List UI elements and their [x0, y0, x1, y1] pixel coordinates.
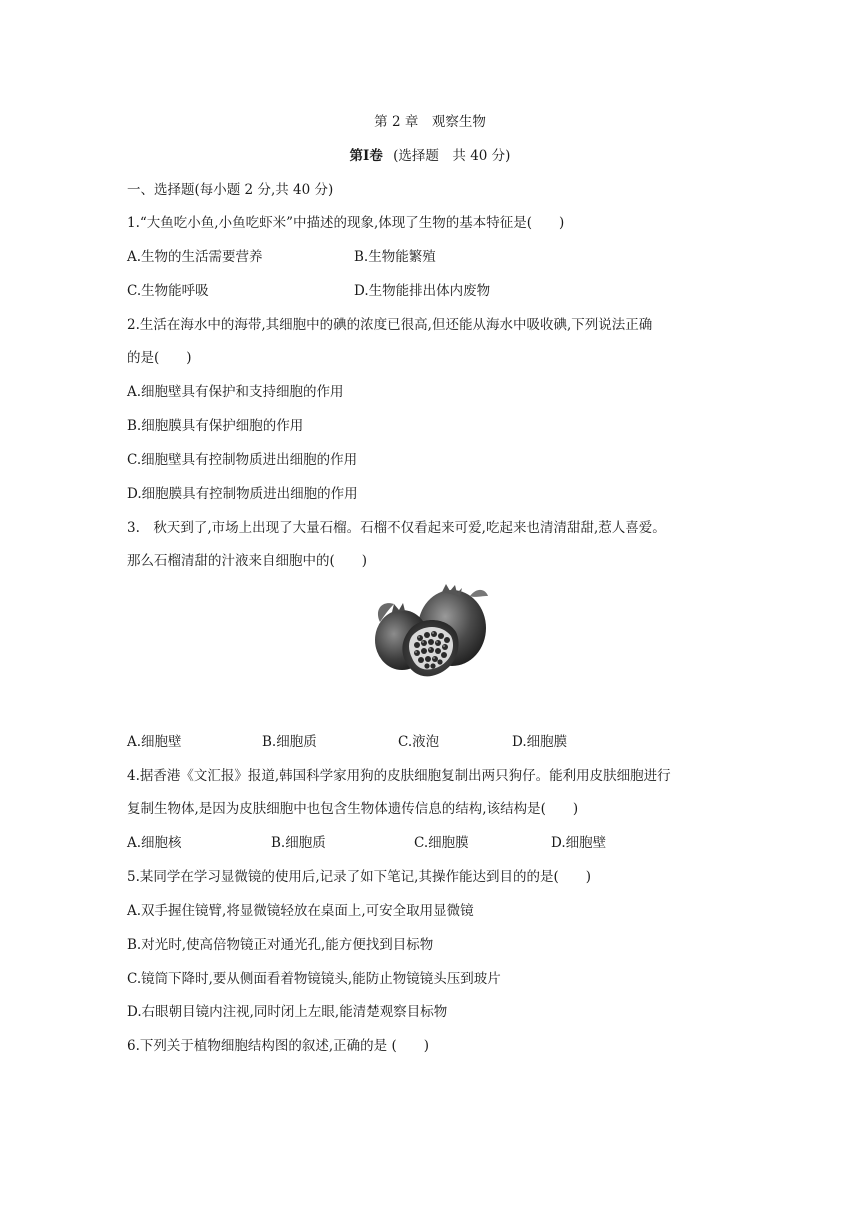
question-5-option-b: B.对光时,使高倍物镜正对通光孔,能方便找到目标物	[127, 937, 434, 953]
question-2-stem-line-2: 的是( )	[127, 350, 192, 366]
question-5-option-c: C.镜筒下降时,要从侧面看着物镜镜头,能防止物镜镜头压到玻片	[127, 971, 501, 987]
question-1-option-a: A.生物的生活需要营养	[127, 249, 263, 265]
question-2-option-d: D.细胞膜具有控制物质进出细胞的作用	[127, 486, 358, 502]
question-3-stem-line-1: 3. 秋天到了,市场上出现了大量石榴。石榴不仅看起来可爱,吃起来也清清甜甜,惹人喜爱。	[127, 520, 666, 536]
question-1-stem: 1.“大鱼吃小鱼,小鱼吃虾米”中描述的现象,体现了生物的基本特征是( )	[127, 215, 565, 231]
question-3-option-c: C.液泡	[398, 734, 440, 750]
pomegranate-image	[372, 582, 490, 688]
question-1-option-d: D.生物能排出体内废物	[354, 283, 491, 299]
section-title	[0, 146, 860, 166]
question-3-stem-line-2: 那么石榴清甜的汁液来自细胞中的( )	[127, 553, 368, 569]
question-5-stem: 5.某同学在学习显微镜的使用后,记录了如下笔记,其操作能达到目的的是( )	[127, 869, 591, 885]
question-1-option-b: B.生物能繁殖	[354, 249, 436, 265]
question-3-option-b: B.细胞质	[262, 734, 317, 750]
question-2-option-a: A.细胞壁具有保护和支持细胞的作用	[127, 384, 344, 400]
part-heading: 一、选择题(每小题 2 分,共 40 分)	[127, 182, 334, 198]
question-3-option-d: D.细胞膜	[512, 734, 568, 750]
question-4-option-c: C.细胞膜	[414, 835, 469, 851]
question-3-option-a: A.细胞壁	[127, 734, 182, 750]
question-6-stem: 6.下列关于植物细胞结构图的叙述,正确的是 ( )	[127, 1038, 429, 1054]
question-2-option-b: B.细胞膜具有保护细胞的作用	[127, 418, 304, 434]
question-4-option-a: A.细胞核	[127, 835, 182, 851]
question-2-stem-line-1: 2.生活在海水中的海带,其细胞中的碘的浓度已很高,但还能从海水中吸收碘,下列说法正确	[127, 317, 653, 333]
question-2-option-c: C.细胞壁具有控制物质进出细胞的作用	[127, 452, 358, 468]
question-4-stem-line-2: 复制生物体,是因为皮肤细胞中也包含生物体遗传信息的结构,该结构是( )	[127, 801, 579, 817]
section-title-rest: (选择题 共 40 分)	[393, 148, 511, 164]
question-4-option-d: D.细胞壁	[551, 835, 607, 851]
chapter-title: 第 2 章 观察生物	[374, 114, 486, 130]
section-title-bold: 第Ⅰ卷	[349, 148, 383, 164]
question-4-option-b: B.细胞质	[271, 835, 326, 851]
question-1-option-c: C.生物能呼吸	[127, 283, 209, 299]
question-4-stem-line-1: 4.据香港《文汇报》报道,韩国科学家用狗的皮肤细胞复制出两只狗仔。能利用皮肤细胞进行	[127, 768, 671, 784]
question-5-option-d: D.右眼朝目镜内注视,同时闭上左眼,能清楚观察目标物	[127, 1004, 448, 1020]
question-5-option-a: A.双手握住镜臂,将显微镜轻放在桌面上,可安全取用显微镜	[127, 903, 474, 919]
